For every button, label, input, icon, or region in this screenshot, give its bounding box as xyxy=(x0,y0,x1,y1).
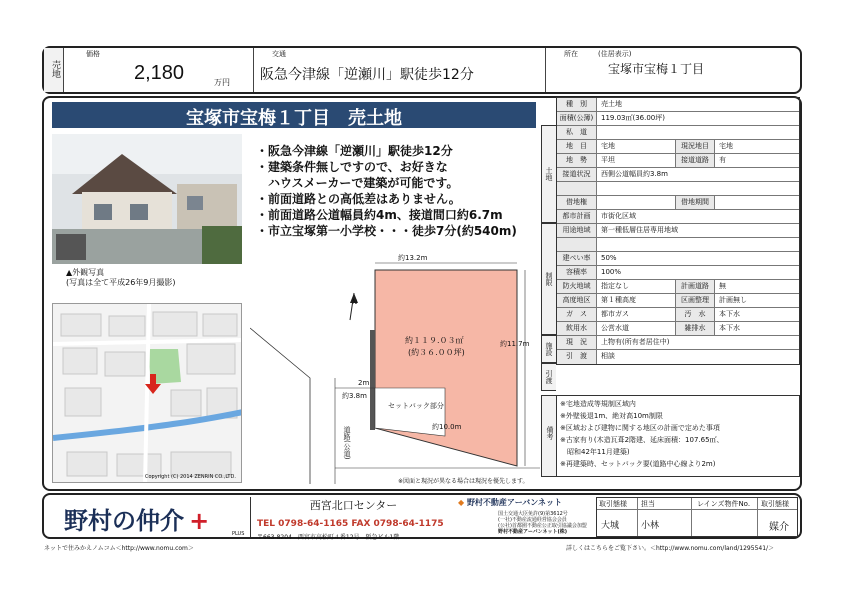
remark-item: ※古家有り(木造瓦葺2階建、延床面積：107.65㎡、 xyxy=(560,436,724,444)
table-cell: 高度地区 xyxy=(557,294,597,307)
table-row xyxy=(557,350,799,364)
lot-parcel xyxy=(375,270,517,466)
address-note: (住居表示) xyxy=(598,50,632,58)
table-row xyxy=(557,210,799,224)
lot-plan-diagram xyxy=(250,258,540,488)
plan-area-1: 約１１９.０３㎡ xyxy=(405,336,464,345)
table-cell: 接道状況 xyxy=(557,168,597,181)
access-value: 阪急今津線「逆瀬川」駅徒歩12分 xyxy=(260,67,474,83)
company-mark-icon: ◆ xyxy=(458,498,467,507)
table-cell: 雑排水 xyxy=(675,322,715,335)
table-cell: 公営水道 xyxy=(601,324,629,332)
address-value: 宝塚市宝梅１丁目 xyxy=(608,62,705,76)
table-cell: 私 道 xyxy=(557,126,597,139)
logo-sub: PLUS xyxy=(232,531,245,537)
frontage-line xyxy=(370,330,375,430)
plan-road-width: 2m xyxy=(358,379,370,387)
h-reins: レインズ物件No. xyxy=(697,500,751,508)
table-cell: 売土地 xyxy=(601,100,622,108)
table-cell: 指定なし xyxy=(601,282,629,290)
house-photo-illustration xyxy=(52,134,242,264)
table-row xyxy=(557,322,799,336)
plan-right-dim: 約11.7m xyxy=(500,340,530,348)
center-tel: TEL 0798-64-1165 FAX 0798-64-1175 xyxy=(257,519,444,529)
table-row xyxy=(557,336,799,350)
section-land: 土地 xyxy=(541,125,556,223)
feature-item: ・前面道路との高低差はありません。 xyxy=(256,192,461,206)
remarks-label: 備考 xyxy=(542,396,557,476)
table-row xyxy=(557,182,799,196)
table-row xyxy=(557,238,799,252)
title-banner xyxy=(52,102,536,128)
center-address: 〒663-8204 西宮市高松町４番12号 阪急ビル1階 xyxy=(257,534,400,541)
table-row xyxy=(557,252,799,266)
store-info xyxy=(250,497,450,541)
banner-title: 宝塚市宝梅１丁目 売土地 xyxy=(186,108,402,129)
deal-grid xyxy=(596,497,798,537)
table-cell: ガ ス xyxy=(557,308,597,321)
company-name: ◆ 野村不動産アーバンネット xyxy=(458,498,563,507)
table-row xyxy=(557,112,799,126)
table-row xyxy=(557,154,799,168)
table-cell: 用途地域 xyxy=(557,224,597,237)
remarks-list xyxy=(560,398,724,470)
plan-north: N xyxy=(352,298,358,306)
photo-caption-2: (写真は全て平成26年9月撮影) xyxy=(66,278,176,287)
header-box xyxy=(42,46,802,94)
price-cell xyxy=(64,48,254,92)
table-cell: 面積(公簿) xyxy=(557,112,597,125)
logo-plus-icon: + xyxy=(189,507,210,535)
h-state: 取引態様 xyxy=(599,500,627,508)
table-cell: 50% xyxy=(601,254,617,262)
table-cell xyxy=(557,182,597,195)
company-license: 国土交通大臣免許(9)第3612号 (一社)不動産流通経営協会会員 (公社)首都圏不動産公正取引協議会加盟 野村不動産アーバンネット(株) xyxy=(498,511,587,535)
table-cell: 無 xyxy=(719,282,726,290)
remark-item: ※区域および建物に関する地区の計画で定めた事項 xyxy=(560,424,720,432)
remarks-box xyxy=(541,395,800,477)
plan-top-dim: 約13.2m xyxy=(398,254,428,262)
table-cell: 飲用水 xyxy=(557,322,597,335)
table-cell: 区画整理 xyxy=(675,294,715,307)
table-row xyxy=(557,196,799,210)
deal-mode: 媒介 xyxy=(769,522,789,533)
table-cell: 種 別 xyxy=(557,98,597,111)
access-label: 交通 xyxy=(272,50,286,58)
plan-bottom-dim: 約10.0m xyxy=(432,423,462,431)
map-illustration xyxy=(53,304,242,483)
address-label: 所在 xyxy=(564,50,578,58)
table-cell: 平坦 xyxy=(601,156,615,164)
feature-item: ・建築条件無しですので、お好きな xyxy=(256,160,448,174)
side-label: 売地 xyxy=(50,60,60,78)
plan-note: ※図面と現況が異なる場合は現況を優先します。 xyxy=(398,478,529,485)
h-staff: 担当 xyxy=(641,500,655,508)
staff-1: 大城 xyxy=(601,521,620,531)
table-cell: 有 xyxy=(719,156,726,164)
table-row xyxy=(557,168,799,182)
table-cell: 上物有(所有者居住中) xyxy=(601,338,670,346)
feature-item: ハウスメーカーで建築が可能です。 xyxy=(256,176,459,190)
table-row xyxy=(557,224,799,238)
price-value: 2,180 xyxy=(134,62,185,84)
table-cell: 西側公道幅員約3.8m xyxy=(601,170,668,178)
table-cell: 計画無し xyxy=(719,296,747,304)
table-cell: 第１種高度 xyxy=(601,296,636,304)
section-restrict: 制限 xyxy=(541,223,556,335)
table-cell: 地 勢 xyxy=(557,154,597,167)
table-cell: 計画道路 xyxy=(675,280,715,293)
table-row xyxy=(557,308,799,322)
feature-list xyxy=(256,143,517,239)
table-cell: 100% xyxy=(601,268,622,276)
table-cell: 借地期間 xyxy=(675,196,715,209)
table-row xyxy=(557,266,799,280)
staff-2: 小林 xyxy=(641,521,660,531)
table-row xyxy=(557,280,799,294)
remark-item: ※外壁後退1m、絶対高10m制限 xyxy=(560,412,663,420)
table-cell: 建ぺい率 xyxy=(557,252,597,265)
address-cell xyxy=(546,48,800,92)
table-cell: 都市計画 xyxy=(557,210,597,223)
access-cell xyxy=(254,48,546,92)
table-cell: 本下水 xyxy=(719,310,740,318)
table-cell: 現況地目 xyxy=(675,140,715,153)
table-row xyxy=(557,126,799,140)
table-row xyxy=(557,294,799,308)
table-cell: 第一種低層住居専用地域 xyxy=(601,226,678,234)
remark-item: ※宅地造成等規制区域内 xyxy=(560,400,636,408)
table-cell: 市街化区域 xyxy=(601,212,636,220)
table-cell: 本下水 xyxy=(719,324,740,332)
table-row xyxy=(557,140,799,154)
table-cell: 119.03㎡(36.00坪) xyxy=(601,114,665,122)
remark-item: 昭和42年11月建築) xyxy=(560,448,630,456)
web-link-right[interactable]: 詳しくはこちらをご覧下さい。＜http://www.nomu.com/land/1295541/＞ xyxy=(566,545,775,552)
table-cell: 宅地 xyxy=(719,142,733,150)
table-row xyxy=(557,98,799,112)
table-cell: 接道道路 xyxy=(675,154,715,167)
footer-box xyxy=(42,493,802,539)
center-name: 西宮北口センター xyxy=(309,499,398,512)
table-cell: 現 況 xyxy=(557,336,597,349)
table-cell: 借地権 xyxy=(557,196,597,209)
photo-caption-1: ▲外観写真 xyxy=(66,268,105,277)
table-cell: 地 目 xyxy=(557,140,597,153)
plan-road-label: 道路(公道) xyxy=(343,426,351,460)
logo-text: 野村の仲介 xyxy=(64,507,184,535)
property-table xyxy=(556,97,800,365)
table-cell: 汚 水 xyxy=(675,308,715,321)
price-label: 価格 xyxy=(86,50,100,58)
table-cell: 都市ガス xyxy=(601,310,629,318)
table-cell: 防火地域 xyxy=(557,280,597,293)
feature-item: ・阪急今津線「逆瀬川」駅徒歩12分 xyxy=(256,144,453,158)
feature-item: ・前面道路公道幅員約4m、接道間口約6.7m xyxy=(256,208,503,222)
plan-left-dim: 約3.8m xyxy=(342,392,367,400)
exterior-photo xyxy=(52,134,242,264)
remark-item: ※再建築時、セットバック要(道路中心線より2m) xyxy=(560,460,716,468)
map-copyright: Copyright (C) 2014 ZENRIN CO.,LTD. xyxy=(145,474,236,480)
side-label-cell xyxy=(44,48,64,92)
section-delivery: 引渡 xyxy=(541,363,556,391)
area-map xyxy=(52,303,242,483)
table-cell xyxy=(557,238,597,251)
table-cell: 相談 xyxy=(601,352,615,360)
h-mode: 取引態様 xyxy=(761,500,789,508)
table-cell: 容積率 xyxy=(557,266,597,279)
table-cell: 宅地 xyxy=(601,142,615,150)
company-info xyxy=(458,497,592,535)
plan-setback: セットバック部分 xyxy=(388,402,444,410)
web-link-left[interactable]: ネットで住みかえノムコム＜http://www.nomu.com＞ xyxy=(44,545,194,552)
table-cell: 引 渡 xyxy=(557,350,597,364)
section-facility: 施設 xyxy=(541,335,556,363)
price-unit: 万円 xyxy=(214,78,230,87)
plan-area-2: (約３６.００坪) xyxy=(408,348,465,357)
feature-item: ・市立宝塚第一小学校・・・徒歩7分(約540m) xyxy=(256,224,517,238)
logo xyxy=(64,501,245,537)
